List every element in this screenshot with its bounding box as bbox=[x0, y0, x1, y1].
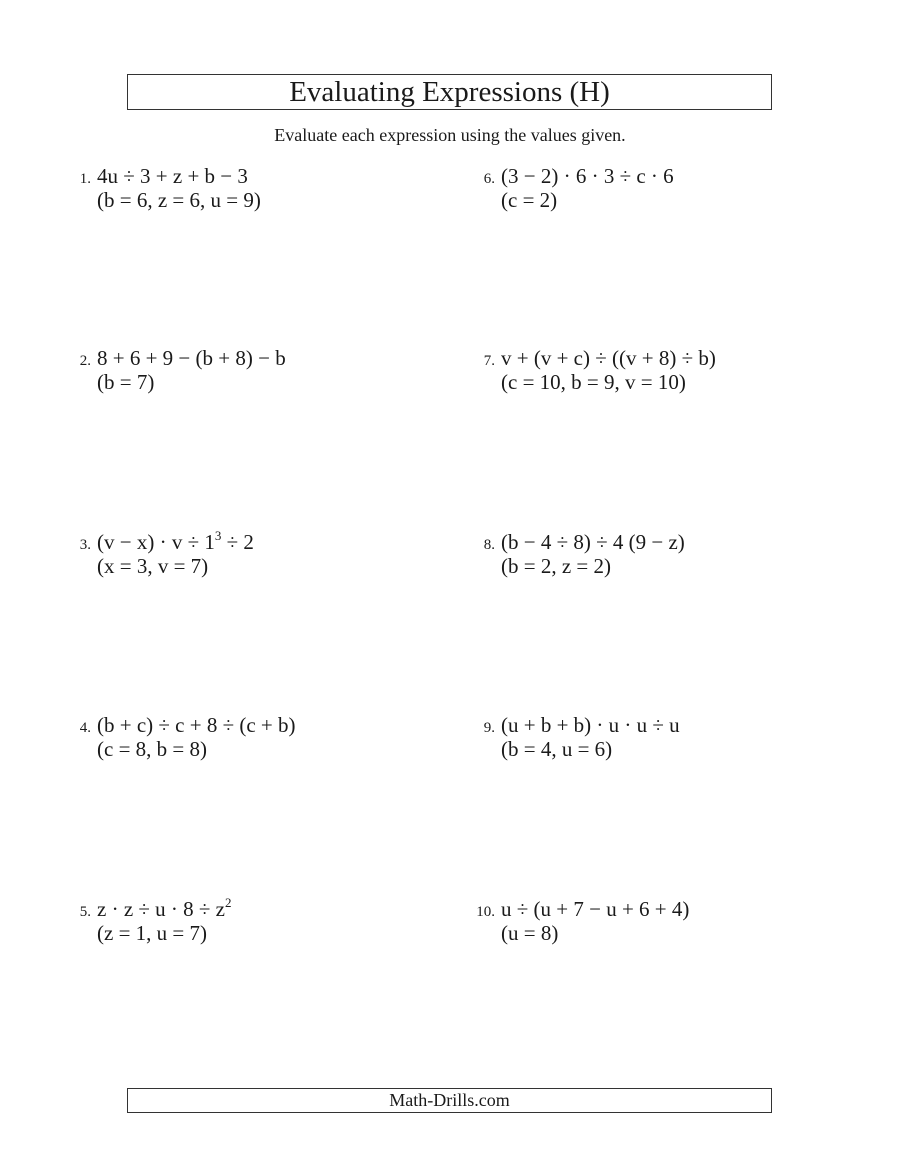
footer-text: Math-Drills.com bbox=[389, 1090, 510, 1110]
problem-values: (b = 2, z = 2) bbox=[501, 554, 611, 578]
problem-number: 8. bbox=[483, 537, 495, 553]
problem-expression: (3 − 2) · 6 · 3 ÷ c · 6 bbox=[501, 164, 674, 188]
instructions: Evaluate each expression using the values given. bbox=[274, 125, 626, 145]
worksheet-title-text: Evaluating Expressions (H) bbox=[289, 75, 610, 108]
problem-number: 2. bbox=[79, 353, 91, 369]
problem-expression: $(v - x) \cdot v \div 1^3 \div 2$ bbox=[97, 528, 254, 554]
problem-values: (c = 8, b = 8) bbox=[97, 737, 207, 761]
problem-values: (b = 7) bbox=[97, 370, 155, 394]
problem-expression: (u + b + b) · u · u ÷ u bbox=[501, 713, 680, 737]
footer bbox=[127, 1088, 772, 1113]
problem-number: 5. bbox=[79, 904, 91, 920]
problem-values: (b = 4, u = 6) bbox=[501, 737, 613, 761]
problem-expression: (b − 4 ÷ 8) ÷ 4 (9 − z) bbox=[501, 530, 685, 554]
problem-values: (b = 6, z = 6, u = 9) bbox=[97, 188, 261, 212]
problem-expression: 4u ÷ 3 + z + b − 3 bbox=[97, 164, 248, 188]
problem-number: 7. bbox=[483, 353, 495, 369]
problem-expression: 8 + 6 + 9 − (b + 8) − b bbox=[97, 346, 286, 370]
problem-expression: (b + c) ÷ c + 8 ÷ (c + b) bbox=[97, 713, 296, 737]
problem-values: (c = 2) bbox=[501, 188, 558, 212]
problem-expression: v + (v + c) ÷ ((v + 8) ÷ b) bbox=[501, 346, 716, 370]
problem-expression: $z \cdot z \div u \cdot 8 \div z^2$ bbox=[97, 895, 232, 921]
problem-number: 10. bbox=[476, 904, 495, 920]
exponent: 3 bbox=[214, 528, 222, 543]
problem-number: 6. bbox=[483, 171, 495, 187]
problem-number: 9. bbox=[483, 720, 495, 736]
worksheet-title bbox=[127, 74, 772, 110]
problem-number: 1. bbox=[79, 171, 91, 187]
problem-number: 3. bbox=[79, 537, 91, 553]
problem-values: (c = 10, b = 9, v = 10) bbox=[501, 370, 686, 394]
problem-values: (z = 1, u = 7) bbox=[97, 921, 207, 945]
problem-expression: u ÷ (u + 7 − u + 6 + 4) bbox=[501, 897, 690, 921]
problem-values: (u = 8) bbox=[501, 921, 559, 945]
problem-number: 4. bbox=[79, 720, 91, 736]
problem-values: (x = 3, v = 7) bbox=[97, 554, 209, 578]
exponent: 2 bbox=[225, 895, 232, 910]
